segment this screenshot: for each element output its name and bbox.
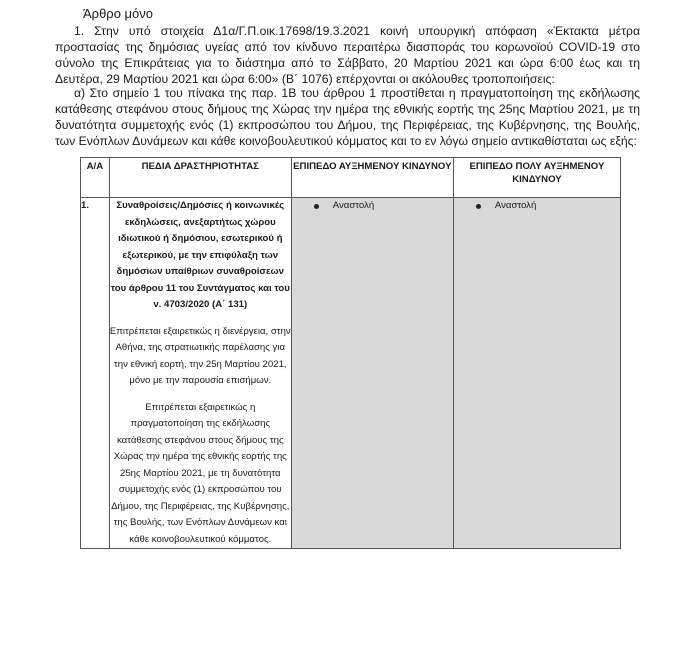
row-number: 1. [81, 198, 110, 549]
paragraph-2-text: α) Στο σημείο 1 του πίνακα της παρ. 1Β του άρθρου 1 προστίθεται η πραγματοποίηση της εκδήλωσης κατάθεσης στεφάνου στους δήμους της Χώρας την ημέρα της εθνικής εορτής της 25ης Μαρτίου 2021, με τη δυνατότητα συμμετοχής ενός (1) εκπροσώπου του Δήμου, της Περιφέρειας, της Κυβέρνησης, της Βουλής, των Ενόπλων Δυνάμεων και κάθε κοινοβουλευτικού κόμματος και το εν λόγω σημείο αντικαθίσταται ως εξής: [55, 86, 640, 148]
measures-table [80, 157, 621, 549]
paragraph-1-text: 1. Στην υπό στοιχεία Δ1α/Γ.Π.οικ.17698/19.3.2021 κοινή υπουργική απόφαση «Έκτακτα μέτρα προστασίας της δημόσιας υγείας από τον κίνδυνο περαιτέρω διασποράς του κορωνοϊού COVID-19 στο σύνολο της Επικράτειας για το διάστημα από το Σάββατο, 20 Μαρτίου 2021 και ώρα 6:00 έως και τη Δευτέρα, 29 Μαρτίου 2021 και ώρα 6:00» (Β΄ 1076) επέρχονται οι ακόλουθες τροποποιήσεις: [55, 24, 640, 86]
header-field: ΠΕΔΙΑ ΔΡΑΣΤΗΡΙΟΤΗΤΑΣ [109, 158, 291, 198]
field-cell [109, 198, 291, 549]
table-row [81, 198, 621, 549]
very-high-risk-bullet [454, 198, 620, 215]
header-aa: Α/Α [81, 158, 110, 198]
paragraph-2 [55, 85, 640, 149]
header-very-high-risk: ΕΠΙΠΕΔΟ ΠΟΛΥ ΑΥΞΗΜΕΝΟΥ ΚΙΝΔΥΝΟΥ [453, 158, 620, 198]
paragraph-1 [55, 23, 640, 87]
field-exception-1: Επιτρέπεται εξαιρετικώς η διενέργεια, στην Αθήνα, της στρατιωτικής παρέλασης για την εθνική εορτή, την 25η Μαρτίου 2021, μόνο με την παρουσία επισήμων. [109, 325, 291, 386]
high-risk-value: Αναστολή [332, 200, 375, 211]
bullet-icon [476, 204, 481, 209]
high-risk-bullet [292, 198, 453, 215]
article-title: Άρθρο μόνο [83, 6, 153, 21]
high-risk-cell [291, 198, 453, 549]
field-exception-2: Επιτρέπεται εξαιρετικώς η πραγματοποίηση της εκδήλωσης κατάθεσης στεφάνου στους δήμους της Χώρας την ημέρα της εθνικής εορτής της 25ης Μαρτίου 2021, με τη δυνατότητα συμμετοχής ενός (1) εκπροσώπου του Δήμου, της Περιφέρειας, της Κυβέρνησης, της Βουλής, των Ενόπλων Δυνάμεων και κάθε κοινοβουλευτικού κόμματος. [111, 401, 290, 545]
header-high-risk: ΕΠΙΠΕΔΟ ΑΥΞΗΜΕΝΟΥ ΚΙΝΔΥΝΟΥ [291, 158, 453, 198]
field-bold-text: Συναθροίσεις/Δημόσιες ή κοινωνικές εκδηλώσεις, ανεξαρτήτως χώρου ιδιωτικού ή δημόσιου, εσωτερικού ή εξωτερικού, με την επιφύλαξη των δημόσιων υπαίθριων συναθροίσεων του άρθρου 11 του Συντάγματος και του ν. 4703/2020 (Α΄ 131) [110, 200, 290, 310]
table-header-row [81, 158, 621, 198]
very-high-risk-cell [453, 198, 620, 549]
very-high-risk-value: Αναστολή [494, 200, 537, 211]
bullet-icon [314, 204, 319, 209]
